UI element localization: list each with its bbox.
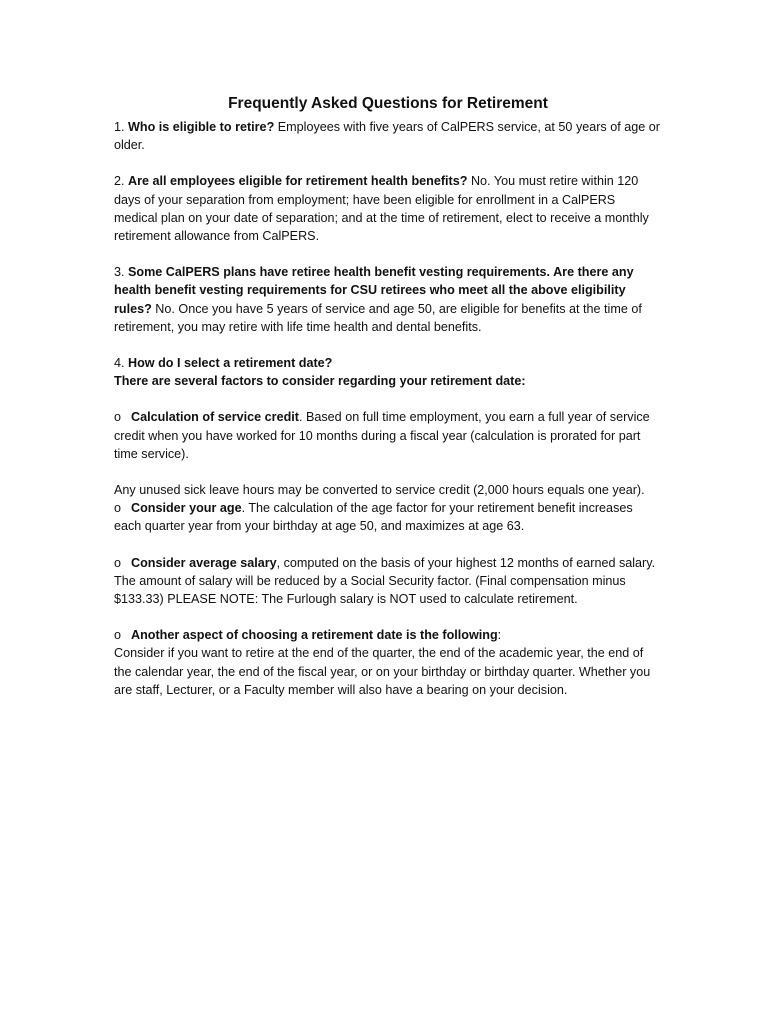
bullet-icon: o bbox=[114, 410, 122, 425]
bullet-icon: o bbox=[114, 501, 122, 516]
faq-item-3 bbox=[114, 263, 662, 336]
document-page bbox=[114, 94, 662, 699]
faq-answer: No. You must retire within 120 days of your separation from employment; have been eligible for enrollment in a CalPERS medical plan on your date of separation; and at the time of retirement, elect to receive a monthly retirement allowance from CalPERS. bbox=[114, 174, 649, 244]
factor-text: , computed on the basis of your highest 12 months of earned salary. The amount of salary will be reduced by a Social Security factor. (Final compensation minus $133.33) PLEASE NOTE: The Furlough salary is NOT used to calculate retirement. bbox=[114, 555, 656, 607]
faq-number: 2. bbox=[114, 174, 129, 189]
factor-text: Consider if you want to retire at the end of the quarter, the end of the academic year, the end of the calendar year, the end of the fiscal year, or on your birthday or birthday quarter. Whether you are staff, Lecturer, or a Faculty member will also have a bearing on your decision. bbox=[114, 646, 651, 697]
faq-number: 1. bbox=[114, 120, 129, 134]
faq-item-4 bbox=[114, 354, 662, 390]
factor-label: Calculation of service credit bbox=[131, 410, 299, 425]
faq-answer: Employees with five years of CalPERS service, at 50 years of age or older. bbox=[114, 120, 660, 153]
factor-text: . Based on full time employment, you earn a full year of service credit when you have worked for 10 months during a fiscal year (calculation is prorated for part time service). bbox=[114, 410, 650, 461]
bullet-icon: o bbox=[114, 555, 122, 570]
factor-label: Consider your age bbox=[131, 501, 242, 516]
factor-salary bbox=[114, 554, 662, 609]
factor-text: . The calculation of the age factor for your retirement benefit increases each quarter year from your birthday at age 50, and maximizes at age 63. bbox=[114, 501, 633, 534]
faq-number: 4. bbox=[114, 356, 129, 371]
faq-item-1 bbox=[114, 118, 662, 154]
factor-service-credit bbox=[114, 408, 662, 463]
faq-number: 3. bbox=[114, 265, 129, 280]
faq-item-2 bbox=[114, 172, 662, 245]
document-title: Frequently Asked Questions for Retirement bbox=[228, 95, 548, 112]
factor-sick-leave: Any unused sick leave hours may be converted to service credit (2,000 hours equals one year). bbox=[114, 483, 645, 498]
faq-question: Who is eligible to retire? bbox=[128, 120, 275, 134]
faq-question: Some CalPERS plans have retiree health benefit vesting requirements. Are there any health benefit vesting requirements for CSU retirees who meet all the above eligibility rules? bbox=[114, 265, 634, 316]
factor-another-aspect bbox=[114, 626, 662, 699]
bullet-icon: o bbox=[114, 628, 122, 643]
factor-colon: : bbox=[497, 628, 502, 643]
faq-question: Are all employees eligible for retirement health benefits? bbox=[128, 174, 468, 189]
factor-label: Another aspect of choosing a retirement date is the following bbox=[131, 628, 498, 643]
faq-subheading: There are several factors to consider regarding your retirement date: bbox=[114, 374, 526, 389]
faq-answer: No. Once you have 5 years of service and age 50, are eligible for benefits at the time of retirement, you may retire with life time health and dental benefits. bbox=[114, 301, 642, 334]
factor-label: Consider average salary bbox=[131, 555, 277, 570]
factor-age bbox=[114, 499, 662, 535]
faq-question: How do I select a retirement date? bbox=[128, 356, 333, 371]
